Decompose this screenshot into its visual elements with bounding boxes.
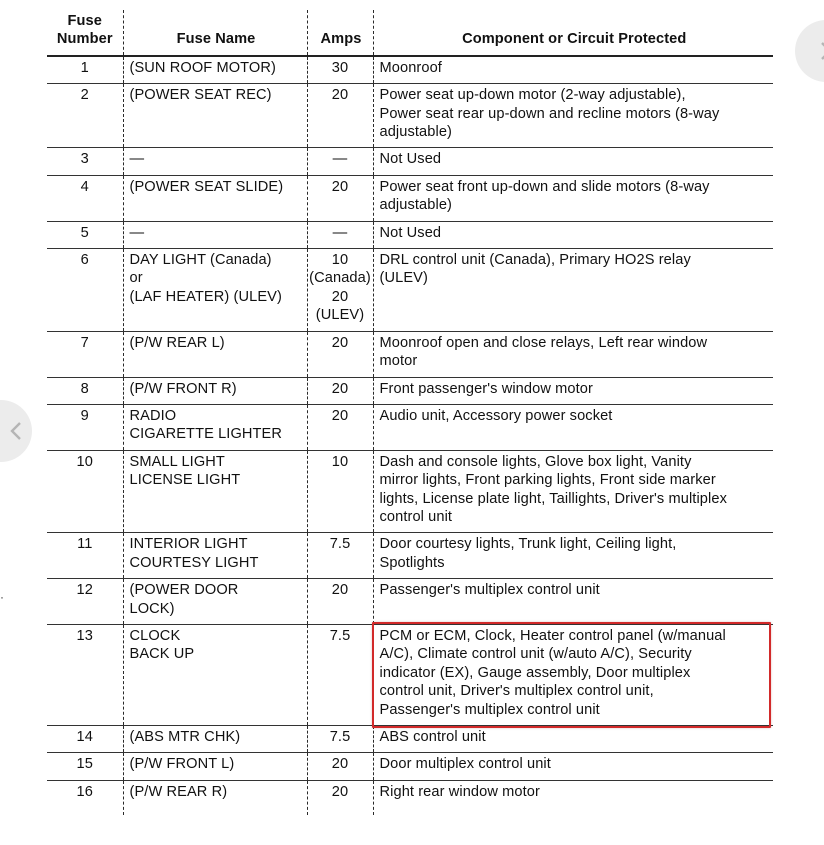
amps-cell: 30: [307, 56, 373, 84]
component-cell: DRL control unit (Canada), Primary HO2S relay (ULEV): [373, 249, 773, 332]
fuse-number-cell: 12: [76, 582, 93, 599]
amps-cell: 20: [307, 377, 373, 404]
fuse-number-cell: 15: [76, 756, 93, 773]
fuse-name-cell: CLOCK BACK UP: [123, 624, 307, 725]
amps-cell: 20: [307, 780, 373, 815]
header-component: Component or Circuit Protected: [373, 10, 773, 56]
fuse-number-cell: 4: [80, 178, 89, 195]
table-row: [47, 726, 773, 753]
fuse-name-cell: (SUN ROOF MOTOR): [123, 56, 307, 84]
fuse-number-cell: 6: [80, 252, 89, 269]
fuse-number-cell: 5: [80, 224, 89, 241]
fuse-number-cell: 14: [76, 729, 93, 745]
table-header: [47, 10, 773, 56]
table-row: [47, 450, 773, 533]
fuse-number-cell: 2: [80, 87, 89, 104]
component-cell: Dash and console lights, Glove box light, Vanity mirror lights, Front parking lights, Front side marker lights, License plate light, Taillights, Driver's multiplex control unit: [373, 450, 773, 533]
fuse-name-cell: (P/W FRONT R): [123, 377, 307, 404]
header-amps: Amps: [307, 10, 373, 56]
fuse-name-cell: (P/W REAR L): [123, 331, 307, 377]
amps-cell: 20: [307, 331, 373, 377]
fuse-number-cell: 10: [76, 453, 93, 470]
amps-cell: 10: [307, 450, 373, 533]
component-cell: Door courtesy lights, Trunk light, Ceiling light, Spotlights: [373, 533, 773, 579]
fuse-name-cell: (P/W REAR R): [123, 780, 307, 815]
component-cell: Passenger's multiplex control unit: [373, 579, 773, 625]
component-cell: Moonroof: [373, 56, 773, 84]
table-row: [47, 84, 773, 148]
table-row: [47, 249, 773, 332]
fuse-name-cell: DAY LIGHT (Canada) or (LAF HEATER) (ULEV): [123, 249, 307, 332]
component-cell: ABS control unit: [373, 726, 773, 753]
amps-cell: 20: [307, 84, 373, 148]
fuse-name-cell: (P/W FRONT L): [123, 753, 307, 780]
fuse-name-cell: —: [123, 221, 307, 248]
next-button[interactable]: [795, 20, 824, 82]
component-cell: PCM or ECM, Clock, Heater control panel (w/manual A/C), Climate control unit (w/auto A/C), Security indicator (EX), Gauge assembly, Door multiplex control unit, Driver's multiplex control unit, Passenger's multiplex control unit: [373, 624, 773, 725]
amps-cell: 20: [307, 579, 373, 625]
fuse-number-cell: 13: [76, 627, 93, 644]
table-row: [47, 377, 773, 404]
component-cell: Right rear window motor: [373, 780, 773, 815]
component-cell: Power seat front up-down and slide motors (8-way adjustable): [373, 175, 773, 221]
component-cell: Not Used: [373, 221, 773, 248]
table-row: [47, 533, 773, 579]
component-cell: Power seat up-down motor (2-way adjustable), Power seat rear up-down and recline motors (8-way adjustable): [373, 84, 773, 148]
amps-cell: 7.5: [307, 624, 373, 725]
amps-cell: 20: [307, 175, 373, 221]
amps-cell: 10 (Canada) 20 (ULEV): [307, 249, 373, 332]
stray-mark: ·: [0, 590, 4, 604]
fuse-name-cell: INTERIOR LIGHT COURTESY LIGHT: [123, 533, 307, 579]
amps-cell: 7.5: [307, 726, 373, 753]
amps-cell: 7.5: [307, 533, 373, 579]
amps-cell: 20: [307, 404, 373, 450]
component-cell: Door multiplex control unit: [373, 753, 773, 780]
fuse-name-cell: —: [123, 148, 307, 175]
highlight-box: [372, 622, 771, 728]
header-fuse-name: Fuse Name: [123, 10, 307, 56]
fuse-number-cell: 16: [76, 783, 93, 800]
fuse-number-cell: 8: [80, 380, 89, 397]
fuse-name-cell: (POWER SEAT SLIDE): [123, 175, 307, 221]
table-row: [47, 331, 773, 377]
fuse-number-cell: 3: [80, 151, 89, 168]
table-row: [47, 404, 773, 450]
fuse-name-cell: (POWER SEAT REC): [123, 84, 307, 148]
fuse-number-cell: 7: [80, 334, 89, 351]
fuse-name-cell: (POWER DOOR LOCK): [123, 579, 307, 625]
table-row: [47, 175, 773, 221]
fuse-number-cell: 1: [80, 59, 89, 76]
fuse-number-cell: 9: [80, 407, 89, 424]
chevron-left-icon: [5, 420, 27, 442]
fuse-number-cell: 11: [77, 536, 93, 553]
component-cell: Audio unit, Accessory power socket: [373, 404, 773, 450]
component-cell: Not Used: [373, 148, 773, 175]
fuse-name-cell: RADIO CIGARETTE LIGHTER: [123, 404, 307, 450]
table-row: [47, 221, 773, 248]
table-row: [47, 579, 773, 625]
amps-cell: —: [307, 221, 373, 248]
chevron-right-icon: [815, 40, 824, 62]
fuse-name-cell: (ABS MTR CHK): [123, 726, 307, 753]
header-fuse-number: Fuse Number: [47, 10, 123, 56]
component-cell: Moonroof open and close relays, Left rear window motor: [373, 331, 773, 377]
table-row: [47, 56, 773, 84]
table-row: [47, 148, 773, 175]
fuse-name-cell: SMALL LIGHT LICENSE LIGHT: [123, 450, 307, 533]
table-row: [47, 780, 773, 815]
amps-cell: 20: [307, 753, 373, 780]
table-row: [47, 753, 773, 780]
prev-button[interactable]: [0, 400, 32, 462]
amps-cell: —: [307, 148, 373, 175]
component-cell: Front passenger's window motor: [373, 377, 773, 404]
